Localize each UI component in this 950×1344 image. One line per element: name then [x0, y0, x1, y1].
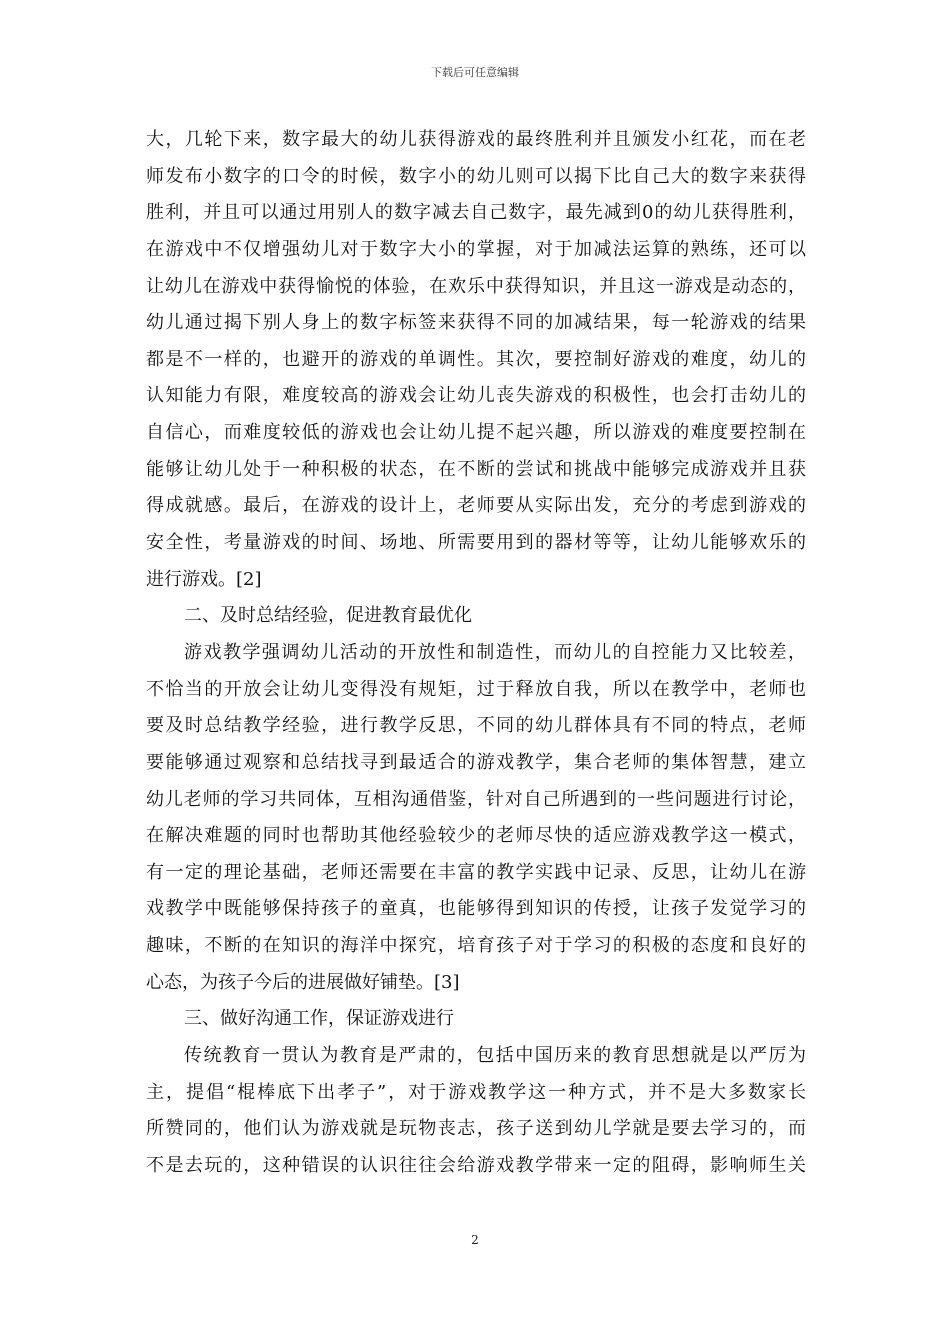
- paragraph-line: 认知能力有限，难度较高的游戏会让幼儿丧失游戏的积极性，也会打击幼儿的: [146, 385, 806, 407]
- paragraph-line: 在游戏中不仅增强幼儿对于数字大小的掌握，对于加减法运算的熟练，还可以: [146, 238, 806, 260]
- page-number: 2: [471, 1233, 479, 1247]
- paragraph-line: 所赞同的，他们认为游戏就是玩物丧志，孩子送到幼儿学就是要去学习的，而: [146, 1118, 806, 1140]
- paragraph-line: 得成就感。最后，在游戏的设计上，老师要从实际出发，充分的考虑到游戏的: [146, 495, 806, 517]
- paragraph-line: 能够让幼儿处于一种积极的状态，在不断的尝试和挑战中能够完成游戏并且获: [146, 458, 806, 480]
- section-heading: 二、及时总结经验，促进教育最优化: [184, 605, 472, 627]
- paragraph-line: 传统教育一贯认为教育是严肃的，包括中国历来的教育思想就是以严厉为: [184, 1045, 806, 1067]
- paragraph-line: 进行游戏。[2]: [146, 568, 262, 590]
- section-heading: 三、做好沟通工作，保证游戏进行: [184, 1008, 454, 1030]
- paragraph-line: 不是去玩的，这种错误的认识往往会给游戏教学带来一定的阻碍，影响师生关: [146, 1154, 806, 1176]
- paragraph-line: 安全性，考量游戏的时间、场地、所需要用到的器材等等，让幼儿能够欢乐的: [146, 532, 806, 554]
- paragraph-line: 胜利，并且可以通过用别人的数字减去自己数字，最先减到0的幼儿获得胜利，: [146, 202, 806, 224]
- paragraph-line: 让幼儿在游戏中获得愉悦的体验，在欢乐中获得知识，并且这一游戏是动态的，: [146, 275, 806, 297]
- page-header: 下载后可任意编辑: [431, 66, 519, 79]
- paragraph-line: 都是不一样的，也避开的游戏的单调性。其次，要控制好游戏的难度，幼儿的: [146, 348, 806, 370]
- paragraph-line: 自信心，而难度较低的游戏也会让幼儿提不起兴趣，所以游戏的难度要控制在: [146, 422, 806, 444]
- paragraph-line: 有一定的理论基础，老师还需要在丰富的教学实践中记录、反思，让幼儿在游: [146, 861, 806, 883]
- paragraph-line: 游戏教学强调幼儿活动的开放性和制造性，而幼儿的自控能力又比较差，: [184, 641, 806, 663]
- paragraph-line: 要能够通过观察和总结找寻到最适合的游戏教学，集合老师的集体智慧，建立: [146, 751, 806, 773]
- paragraph-line: 趣味，不断的在知识的海洋中探究，培育孩子对于学习的积极的态度和良好的: [146, 935, 806, 957]
- paragraph-line: 不恰当的开放会让幼儿变得没有规矩，过于释放自我，所以在教学中，老师也: [146, 678, 806, 700]
- document-body: [146, 122, 806, 1185]
- paragraph-line: 幼儿通过揭下别人身上的数字标签来获得不同的加减结果，每一轮游戏的结果: [146, 312, 806, 334]
- paragraph-line: 要及时总结教学经验，进行教学反思，不同的幼儿群体具有不同的特点，老师: [146, 715, 806, 737]
- paragraph-line: 在解决难题的同时也帮助其他经验较少的老师尽快的适应游戏教学这一模式，: [146, 825, 806, 847]
- paragraph-line: 戏教学中既能够保持孩子的童真，也能够得到知识的传授，让孩子发觉学习的: [146, 898, 806, 920]
- paragraph-line: 幼儿老师的学习共同体，互相沟通借鉴，针对自己所遇到的一些问题进行讨论，: [146, 788, 806, 810]
- paragraph-line: 主，提倡“棍棒底下出孝子”，对于游戏教学这一种方式，并不是大多数家长: [146, 1081, 806, 1103]
- paragraph-line: 心态，为孩子今后的进展做好铺垫。[3]: [146, 971, 460, 993]
- paragraph-line: 大，几轮下来，数字最大的幼儿获得游戏的最终胜利并且颁发小红花，而在老: [146, 129, 806, 150]
- paragraph-line: 师发布小数字的口令的时候，数字小的幼儿则可以揭下比自己大的数字来获得: [146, 165, 806, 187]
